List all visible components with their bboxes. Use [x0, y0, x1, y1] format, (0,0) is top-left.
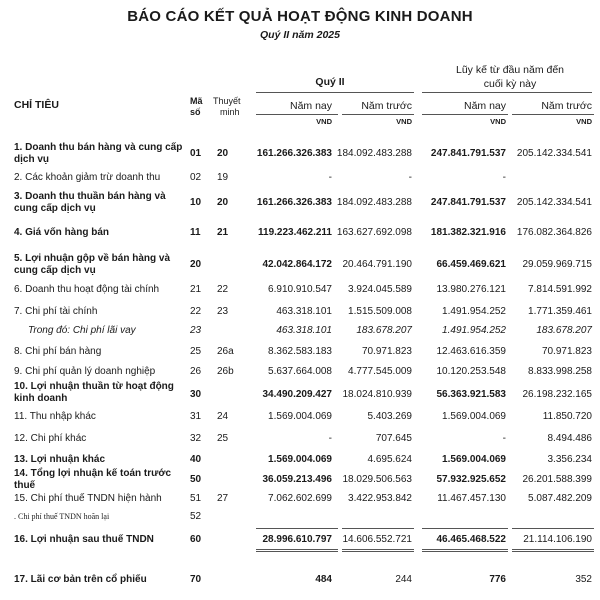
header-ma-so-line1: Mã [190, 96, 203, 106]
c-this-year: 57.932.925.652 [436, 474, 506, 485]
row-code: 60 [190, 534, 202, 545]
q-prev-year: 163.627.692.098 [336, 227, 412, 238]
q-this-year: 119.223.462.211 [258, 227, 332, 238]
c-this-year: - [502, 172, 506, 183]
double-rule [256, 551, 338, 552]
header-chi-tieu: CHỈ TIÊU [14, 99, 59, 111]
row-code: 52 [190, 511, 202, 522]
row-note: 20 [217, 148, 229, 159]
row-name: 17. Lãi cơ bản trên cổ phiếu [14, 574, 147, 585]
row-code: 30 [190, 389, 202, 400]
q-prev-year: - [408, 172, 412, 183]
c-prev-year: 8.494.486 [547, 433, 592, 444]
row-note: 19 [217, 172, 229, 183]
q-this-year: 161.266.326.383 [256, 148, 332, 159]
q-prev-year: 4.695.624 [367, 454, 412, 465]
q-this-year: - [328, 433, 332, 444]
q-this-year: 34.490.209.427 [262, 389, 332, 400]
c-prev-year: 29.059.969.715 [522, 259, 592, 270]
row-code: 02 [190, 172, 202, 183]
unit-label: VND [490, 117, 506, 126]
row-code: 31 [190, 411, 202, 422]
c-prev-year: 5.087.482.209 [528, 493, 592, 504]
row-name: 10. Lợi nhuận thuần từ hoạt động kinh doanh [14, 381, 174, 404]
q-prev-year: 4.777.545.009 [348, 366, 412, 377]
c-prev-year: 3.356.234 [547, 454, 592, 465]
c-this-year: 1.491.954.252 [442, 325, 506, 336]
double-rule [342, 551, 414, 552]
q-this-year: 6.910.910.547 [268, 284, 332, 295]
c-prev-year: 11.850.720 [542, 411, 592, 422]
row-note: 26a [217, 346, 234, 357]
row-note: 26b [217, 366, 234, 377]
q-this-year: 42.042.864.172 [262, 259, 332, 270]
row-name: 6. Doanh thu hoạt động tài chính [14, 284, 160, 295]
q-this-year: 28.996.610.797 [262, 534, 332, 545]
row-name: 9. Chi phí quản lý doanh nghiệp [14, 366, 156, 377]
report-subtitle: Quý II năm 2025 [260, 29, 340, 41]
row-code: 23 [190, 325, 202, 336]
row-name: 1. Doanh thu bán hàng và cung cấp dịch vụ [14, 142, 183, 165]
row-code: 26 [190, 366, 202, 377]
double-rule [342, 549, 414, 550]
header-rule-4 [512, 114, 594, 115]
row-name: 4. Giá vốn hàng bán [14, 227, 110, 238]
q-prev-year: 70.971.823 [361, 346, 412, 357]
row-name: 7. Chi phí tài chính [14, 306, 98, 317]
q-this-year: 8.362.583.183 [268, 346, 332, 357]
double-rule [512, 551, 594, 552]
q-prev-year: 184.092.483.288 [336, 148, 412, 159]
header-thuyet-minh-line1: Thuyết [213, 96, 241, 106]
q-prev-year: 183.678.207 [356, 325, 412, 336]
total-rule [422, 528, 508, 529]
c-prev-year: 1.771.359.461 [528, 306, 592, 317]
double-rule [422, 549, 508, 550]
row-note: 22 [217, 284, 229, 295]
c-this-year: 1.569.004.069 [442, 411, 506, 422]
row-name: 5. Lợi nhuận gộp về bán hàng và cung cấp dịch vụ [14, 253, 171, 276]
double-rule [256, 549, 338, 550]
report-title: BÁO CÁO KẾT QUẢ HOẠT ĐỘNG KINH DOANH [127, 8, 473, 25]
row-code: 22 [190, 306, 202, 317]
row-name: 15. Chi phí thuế TNDN hiện hành [14, 493, 162, 504]
c-this-year: 181.382.321.916 [430, 227, 506, 238]
c-this-year: 1.491.954.252 [442, 306, 506, 317]
c-prev-year: 176.082.364.826 [516, 227, 592, 238]
q-this-year: 161.266.326.383 [256, 197, 332, 208]
c-this-year: 247.841.791.537 [430, 197, 506, 208]
c-this-year: - [502, 433, 506, 444]
row-note: 20 [217, 197, 229, 208]
row-name: 3. Doanh thu thuần bán hàng và cung cấp dịch vụ [14, 191, 166, 214]
header-ma-so-line2: số [190, 107, 201, 117]
q-prev-year: 244 [395, 574, 412, 585]
header-cumulative-line1: Lũy kế từ đầu năm đến [455, 64, 564, 76]
c-prev-year: 205.142.334.541 [516, 197, 592, 208]
total-rule [342, 528, 414, 529]
row-name: 8. Chi phí bán hàng [14, 346, 102, 357]
header-thuyet-minh-line2: minh [220, 107, 240, 117]
c-this-year: 247.841.791.537 [430, 148, 506, 159]
q-this-year: - [328, 172, 332, 183]
c-prev-year: 205.142.334.541 [516, 148, 592, 159]
double-rule [422, 551, 508, 552]
row-code: 40 [190, 454, 202, 465]
total-rule [256, 528, 338, 529]
q-prev-year: 3.422.953.842 [348, 493, 412, 504]
row-name: 11. Thu nhập khác [14, 411, 96, 422]
c-this-year: 12.463.616.359 [436, 346, 506, 357]
c-this-year: 11.467.457.130 [437, 493, 506, 504]
q-prev-year: 707.645 [375, 433, 412, 444]
q-prev-year: 1.515.509.008 [348, 306, 412, 317]
row-code: 70 [190, 574, 202, 585]
c-prev-year: 7.814.591.992 [528, 284, 592, 295]
q-this-year: 7.062.602.699 [268, 493, 332, 504]
c-this-year: 776 [489, 574, 506, 585]
row-code: 25 [190, 346, 202, 357]
q-prev-year: 14.606.552.721 [342, 534, 412, 545]
header-cumulative-line2: cuối kỳ này [483, 78, 537, 90]
row-code: 32 [190, 433, 202, 444]
q-this-year: 36.059.213.496 [262, 474, 332, 485]
q-prev-year: 5.403.269 [367, 411, 412, 422]
unit-label: VND [316, 117, 332, 126]
header-rule-2 [342, 114, 414, 115]
row-name: 13. Lợi nhuận khác [14, 454, 106, 465]
c-this-year: 46.465.468.522 [436, 534, 506, 545]
q-prev-year: 3.924.045.589 [348, 284, 412, 295]
row-note: 23 [217, 306, 229, 317]
c-prev-year: 26.198.232.165 [522, 389, 592, 400]
header-quarter: Quý II [315, 76, 345, 88]
header-underline-cumulative [422, 92, 592, 93]
row-code: 11 [190, 227, 201, 238]
total-rule [512, 528, 594, 529]
header-rule-3 [422, 114, 508, 115]
header-rule-1 [256, 114, 338, 115]
c-prev-year: 26.201.588.399 [522, 474, 592, 485]
c-prev-year: 21.114.106.190 [523, 534, 592, 545]
row-name: Trong đó: Chi phí lãi vay [28, 325, 136, 336]
c-prev-year: 352 [575, 574, 592, 585]
row-note: 21 [217, 227, 229, 238]
c-this-year: 66.459.469.621 [436, 259, 506, 270]
row-code: 50 [190, 474, 202, 485]
c-prev-year: 183.678.207 [536, 325, 592, 336]
row-note: 27 [217, 493, 229, 504]
q-prev-year: 18.029.506.563 [342, 474, 412, 485]
c-this-year: 56.363.921.583 [436, 389, 506, 400]
row-code: 01 [190, 148, 202, 159]
row-code: 21 [190, 284, 202, 295]
row-name: 2. Các khoản giảm trừ doanh thu [14, 172, 161, 183]
unit-label: VND [576, 117, 592, 126]
header-c-nam-nay: Năm nay [463, 100, 506, 112]
c-prev-year: 8.833.998.258 [528, 366, 592, 377]
q-this-year: 484 [315, 574, 332, 585]
c-this-year: 10.120.253.548 [436, 366, 506, 377]
row-code: 10 [190, 197, 202, 208]
q-this-year: 1.569.004.069 [268, 454, 332, 465]
q-prev-year: 184.092.483.288 [336, 197, 412, 208]
c-this-year: 1.569.004.069 [442, 454, 506, 465]
row-name: 12. Chi phí khác [14, 433, 87, 444]
q-prev-year: 20.464.791.190 [342, 259, 412, 270]
q-this-year: 463.318.101 [276, 325, 332, 336]
double-rule [512, 549, 594, 550]
header-q-nam-truoc: Năm trước [361, 100, 412, 112]
q-this-year: 5.637.664.008 [268, 366, 332, 377]
c-prev-year: 70.971.823 [541, 346, 592, 357]
q-this-year: 1.569.004.069 [268, 411, 332, 422]
row-name: 16. Lợi nhuận sau thuế TNDN [14, 534, 154, 545]
header-c-nam-truoc: Năm trước [541, 100, 592, 112]
row-note: 24 [217, 411, 229, 422]
row-code: 51 [190, 493, 202, 504]
header-underline-quarter [256, 92, 414, 93]
row-code: 20 [190, 259, 202, 270]
header-q-nam-nay: Năm nay [289, 100, 332, 112]
row-name: 14. Tổng lợi nhuận kế toán trước thuế [14, 468, 172, 491]
row-note: 25 [217, 433, 229, 444]
q-prev-year: 18.024.810.939 [342, 389, 412, 400]
unit-label: VND [396, 117, 412, 126]
q-this-year: 463.318.101 [276, 306, 332, 317]
c-this-year: 13.980.276.121 [436, 284, 506, 295]
row-name: . Chi phí thuế TNDN hoãn lại [14, 512, 110, 521]
